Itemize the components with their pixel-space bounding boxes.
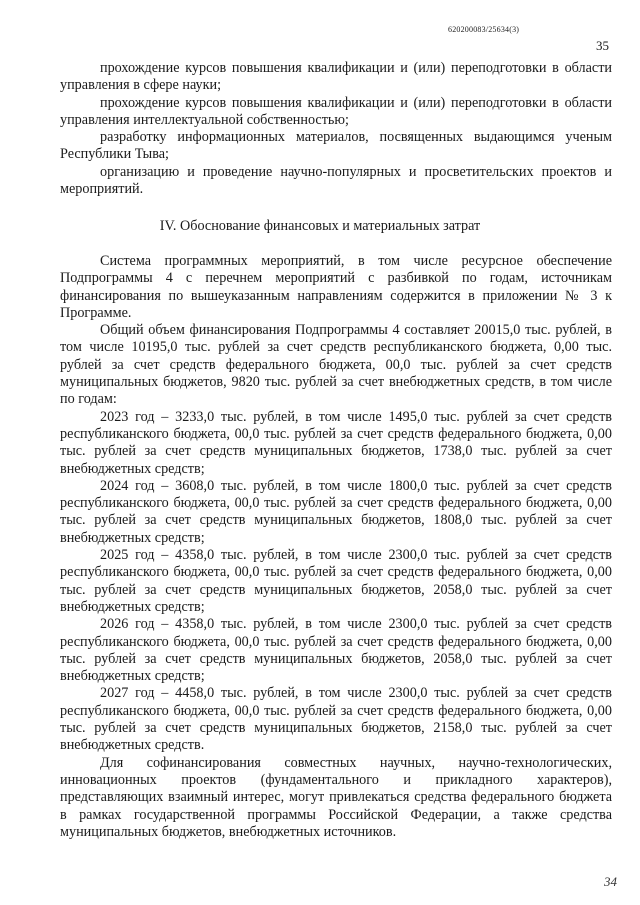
paragraph: разработку информационных материалов, посвященных выдающимся ученым Республики Тыва; — [60, 129, 612, 163]
section-heading: IV. Обоснование финансовых и материальных затрат — [159, 218, 481, 234]
paragraph-year-2023: 2023 год – 3233,0 тыс. рублей, в том числе 1495,0 тыс. рублей за счет средств республиканского бюджета, 00,0 тыс. рублей за счет средств федерального бюджета, 0,00 тыс. рублей за счет средств муниципальных бюджетов, 1738,0 тыс. рублей за счет внебюджетных средств; — [60, 408, 612, 477]
page-number: 35 — [596, 38, 609, 53]
document-id: 620200083/25634(3) — [448, 25, 520, 34]
paragraph: организацию и проведение научно-популярных и просветительских проектов и мероприятий. — [60, 163, 612, 198]
financing-section — [60, 253, 612, 841]
paragraph: Для софинансирования совместных научных, научно-технологических, инновационных проектов (фундаментального и прикладного характеров), представляющих взаимный интерес, могут привлекаться средства федерального бюджета в рамках государственной программы Российской Федерации, а также средства муниципальных бюджетов, внебюджетных источников. — [60, 754, 612, 840]
handwritten-page-mark: 34 — [604, 874, 617, 889]
paragraph: прохождение курсов повышения квалификации и (или) переподготовки в области управления в сфере науки; — [60, 60, 612, 94]
paragraph-year-2026: 2026 год – 4358,0 тыс. рублей, в том числе 2300,0 тыс. рублей за счет средств республиканского бюджета, 00,0 тыс. рублей за счет средств федерального бюджета, 0,00 тыс. рублей за счет средств муниципальных бюджетов, 2058,0 тыс. рублей за счет внебюджетных средств; — [60, 616, 612, 685]
activities-list — [60, 60, 612, 198]
paragraph: Общий объем финансирования Подпрограммы 4 составляет 20015,0 тыс. рублей, в том числе 10195,0 тыс. рублей за счет средств республиканского бюджета, 0,00 тыс. рублей за счет средств федерального бюджета, 00,0 тыс. рублей за счет средств муниципальных бюджетов, 9820 тыс. рублей за счет внебюджетных средств, в том числе по годам: — [60, 322, 612, 408]
paragraph-year-2025: 2025 год – 4358,0 тыс. рублей, в том числе 2300,0 тыс. рублей за счет средств республиканского бюджета, 00,0 тыс. рублей за счет средств федерального бюджета, 0,00 тыс. рублей за счет средств муниципальных бюджетов, 2058,0 тыс. рублей за счет внебюджетных средств; — [60, 547, 612, 615]
paragraph-year-2024: 2024 год – 3608,0 тыс. рублей, в том числе 1800,0 тыс. рублей за счет средств республиканского бюджета, 00,0 тыс. рублей за счет средств федерального бюджета, 0,00 тыс. рублей за счет средств муниципальных бюджетов, 1808,0 тыс. рублей за счет внебюджетных средств; — [60, 477, 612, 546]
paragraph: прохождение курсов повышения квалификации и (или) переподготовки в области управления интеллектуальной собственностью; — [60, 94, 612, 128]
paragraph-year-2027: 2027 год – 4458,0 тыс. рублей, в том числе 2300,0 тыс. рублей за счет средств республиканского бюджета, 00,0 тыс. рублей за счет средств федерального бюджета, 0,00 тыс. рублей за счет средств муниципальных бюджетов, 2158,0 тыс. рублей за счет внебюджетных средств. — [60, 685, 612, 754]
paragraph: Система программных мероприятий, в том числе ресурсное обеспечение Подпрограммы 4 с перечнем мероприятий с разбивкой по годам, источникам финансирования по вышеуказанным направлениям содержится в приложении № 3 к Программе. — [60, 253, 612, 321]
